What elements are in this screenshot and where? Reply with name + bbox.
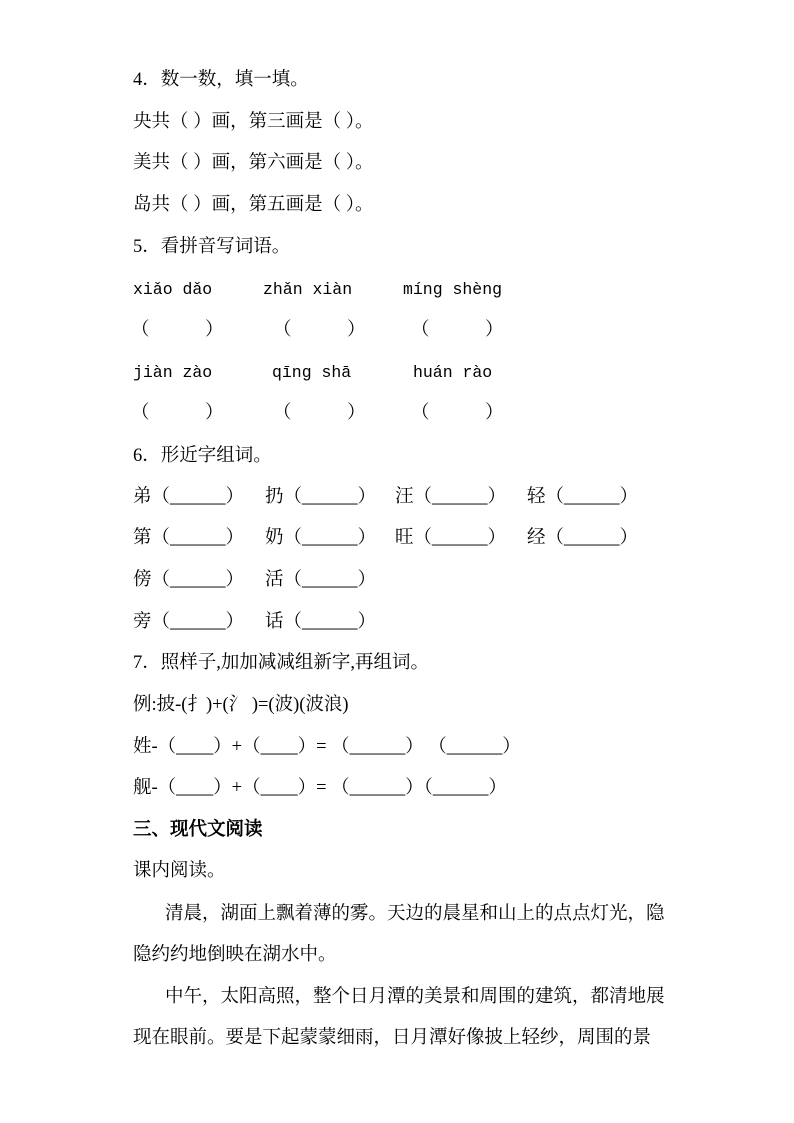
word-group-item: 轻（______） bbox=[527, 487, 639, 507]
word-group-row bbox=[0, 601, 794, 643]
word-group-item: 经（______） bbox=[527, 528, 639, 548]
word-group-row bbox=[0, 517, 794, 559]
answer-blank: （ ） bbox=[411, 403, 504, 423]
word-group-item: 话（______） bbox=[265, 612, 377, 632]
answer-blank: （ ） bbox=[411, 320, 504, 340]
passage-line: 隐约约地倒映在湖水中。 bbox=[133, 945, 337, 965]
section-heading: 三、现代文阅读 bbox=[133, 820, 263, 840]
word-group-item: 旁（______） bbox=[133, 612, 245, 632]
word-group-item: 傍（______） bbox=[133, 570, 245, 590]
answer-blank: （ ） bbox=[273, 403, 366, 423]
pinyin-row bbox=[0, 352, 794, 394]
word-group-row bbox=[0, 559, 794, 601]
word-group-item: 第（______） bbox=[133, 528, 245, 548]
answer-blank-row bbox=[0, 392, 794, 434]
pinyin-word: xiǎo dǎo bbox=[133, 280, 213, 299]
question-5-title: 5．看拼音写词语。 bbox=[133, 237, 291, 257]
add-subtract-line: 舰-（____）+（____）= （______）（______） bbox=[133, 778, 507, 798]
word-group-item: 汪（______） bbox=[395, 487, 507, 507]
answer-blank: （ ） bbox=[131, 403, 224, 423]
pinyin-row bbox=[0, 269, 794, 311]
passage-line: 清晨，湖面上飘着薄的雾。天边的晨星和山上的点点灯光，隐 bbox=[165, 904, 665, 924]
add-subtract-line: 姓-（____）+（____）= （______） （______） bbox=[133, 737, 521, 757]
pinyin-word: zhǎn xiàn bbox=[263, 280, 353, 299]
pinyin-word: huán rào bbox=[413, 363, 493, 382]
question-6-title: 6．形近字组词。 bbox=[133, 446, 272, 466]
stroke-count-line: 美共（ ）画，第六画是（ ）。 bbox=[133, 153, 374, 173]
section-subheading: 课内阅读。 bbox=[133, 861, 226, 881]
passage-line: 中午，太阳高照，整个日月潭的美景和周围的建筑，都清地展 bbox=[165, 987, 665, 1007]
word-group-item: 活（______） bbox=[265, 570, 377, 590]
question-4-title: 4．数一数，填一填。 bbox=[133, 70, 309, 90]
word-group-item: 旺（______） bbox=[395, 528, 507, 548]
question-7-title: 7．照样子,加加减减组新字,再组词。 bbox=[133, 653, 430, 673]
pinyin-word: jiàn zào bbox=[133, 363, 213, 382]
answer-blank: （ ） bbox=[131, 320, 224, 340]
word-group-row bbox=[0, 476, 794, 518]
stroke-count-line: 央共（ ）画，第三画是（ ）。 bbox=[133, 112, 374, 132]
stroke-count-line: 岛共（ ）画，第五画是（ ）。 bbox=[133, 195, 374, 215]
word-group-item: 扔（______） bbox=[265, 487, 377, 507]
answer-blank: （ ） bbox=[273, 320, 366, 340]
word-group-item: 弟（______） bbox=[133, 487, 245, 507]
pinyin-word: míng shèng bbox=[403, 280, 503, 299]
example-line: 例:披-(扌)+(氵 )=(波)(波浪) bbox=[133, 695, 349, 715]
answer-blank-row bbox=[0, 309, 794, 351]
passage-line: 现在眼前。要是下起蒙蒙细雨，日月潭好像披上轻纱，周围的景 bbox=[133, 1028, 652, 1048]
pinyin-word: qīng shā bbox=[272, 363, 352, 382]
word-group-item: 奶（______） bbox=[265, 528, 377, 548]
